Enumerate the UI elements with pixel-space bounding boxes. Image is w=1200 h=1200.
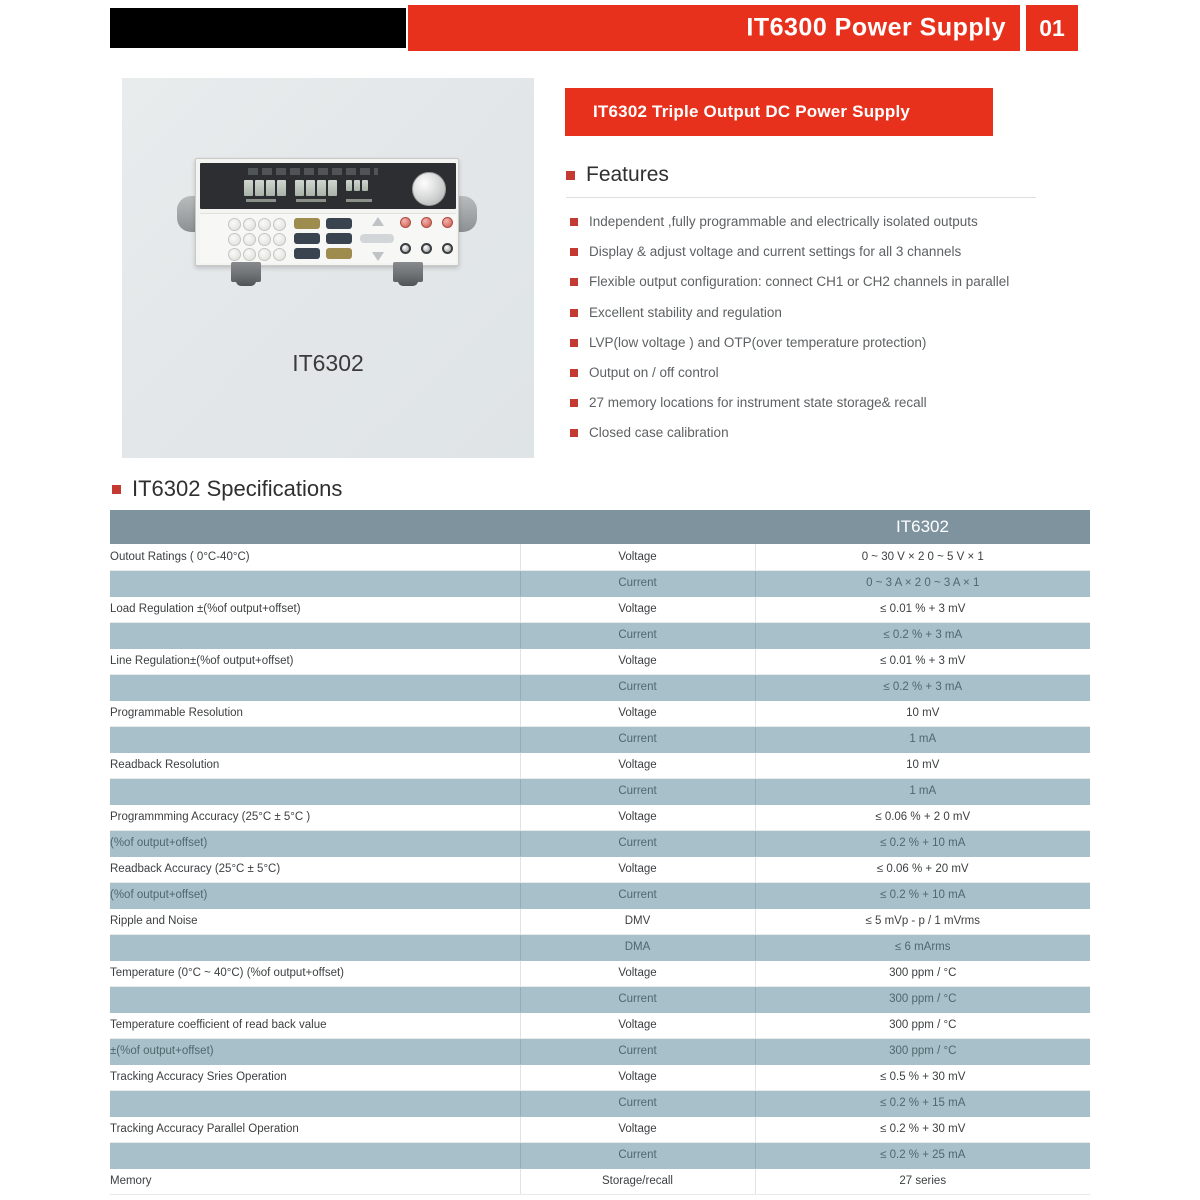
table-row bbox=[110, 1038, 1090, 1064]
cell-value: 300 ppm / °C bbox=[755, 1012, 1090, 1038]
table-row bbox=[110, 856, 1090, 882]
cell-parameter: Readback Accuracy (25°C ± 5°C) bbox=[110, 856, 520, 882]
table-header-cell-param bbox=[110, 510, 520, 544]
feature-text: Closed case calibration bbox=[589, 425, 729, 441]
cell-value: 300 ppm / °C bbox=[755, 1038, 1090, 1064]
list-item bbox=[570, 336, 1090, 354]
cell-parameter: Load Regulation ±(%of output+offset) bbox=[110, 596, 520, 622]
cell-measure-type: Voltage bbox=[520, 700, 755, 726]
cell-measure-type: Current bbox=[520, 1090, 755, 1116]
feature-text: Excellent stability and regulation bbox=[589, 304, 782, 320]
cell-value: ≤ 0.5 % + 30 mV bbox=[755, 1064, 1090, 1090]
terminal-positive[interactable] bbox=[400, 217, 411, 228]
table-row bbox=[110, 648, 1090, 674]
display-digit bbox=[317, 180, 326, 196]
features-heading-label: Features bbox=[586, 163, 669, 186]
bullet-square-icon bbox=[570, 218, 578, 226]
cell-parameter: (%of output+offset) bbox=[110, 830, 520, 856]
cell-measure-type: Current bbox=[520, 986, 755, 1012]
table-header-row bbox=[110, 510, 1090, 544]
cell-value: 10 mV bbox=[755, 700, 1090, 726]
cell-value: 27 series bbox=[755, 1168, 1090, 1194]
display-digit bbox=[266, 180, 275, 196]
table-row bbox=[110, 1064, 1090, 1090]
product-photo-it6302 bbox=[177, 158, 477, 288]
cell-value: ≤ 0.2 % + 25 mA bbox=[755, 1142, 1090, 1168]
cell-value: ≤ 0.2 % + 15 mA bbox=[755, 1090, 1090, 1116]
bullet-square-icon bbox=[570, 369, 578, 377]
function-button[interactable] bbox=[294, 233, 320, 244]
list-item bbox=[570, 215, 1090, 233]
function-button[interactable] bbox=[326, 218, 352, 229]
terminal-negative[interactable] bbox=[421, 243, 432, 254]
table-body bbox=[110, 544, 1090, 1194]
cell-value: 10 mV bbox=[755, 752, 1090, 778]
display-digit bbox=[295, 180, 304, 196]
cell-parameter: Memory bbox=[110, 1168, 520, 1194]
display-digit bbox=[346, 180, 352, 191]
table-row bbox=[110, 1142, 1090, 1168]
cell-parameter bbox=[110, 1090, 520, 1116]
table-row bbox=[110, 778, 1090, 804]
cell-parameter: Programmming Accuracy (25°C ± 5°C ) bbox=[110, 804, 520, 830]
cell-parameter bbox=[110, 1142, 520, 1168]
cell-value: ≤ 0.2 % + 3 mA bbox=[755, 622, 1090, 648]
display-digit bbox=[354, 180, 360, 191]
terminal-positive[interactable] bbox=[421, 217, 432, 228]
device-display bbox=[200, 163, 456, 209]
cell-parameter bbox=[110, 726, 520, 752]
terminal-negative[interactable] bbox=[400, 243, 411, 254]
table-row bbox=[110, 1168, 1090, 1194]
product-model-caption: IT6302 bbox=[292, 350, 364, 376]
cell-measure-type: Current bbox=[520, 674, 755, 700]
bullet-square-icon bbox=[570, 278, 578, 286]
specifications-heading bbox=[112, 476, 342, 502]
cell-parameter: Tracking Accuracy Parallel Operation bbox=[110, 1116, 520, 1142]
specifications-table bbox=[110, 510, 1090, 1195]
table-row bbox=[110, 986, 1090, 1012]
device-foot bbox=[231, 262, 261, 282]
cell-parameter: Temperature coefficient of read back value bbox=[110, 1012, 520, 1038]
table-row bbox=[110, 960, 1090, 986]
header-red-banner bbox=[408, 5, 1020, 51]
table-header bbox=[110, 510, 1090, 544]
display-digit bbox=[244, 180, 253, 196]
bullet-square-icon bbox=[570, 339, 578, 347]
keypad-key[interactable] bbox=[243, 233, 256, 246]
function-button[interactable] bbox=[294, 218, 320, 229]
product-image-panel bbox=[122, 78, 534, 458]
cell-parameter: Tracking Accuracy Sries Operation bbox=[110, 1064, 520, 1090]
table-row bbox=[110, 934, 1090, 960]
features-list bbox=[570, 215, 1090, 457]
table-row bbox=[110, 700, 1090, 726]
terminal-positive[interactable] bbox=[442, 217, 453, 228]
table-row bbox=[110, 752, 1090, 778]
function-button[interactable] bbox=[326, 233, 352, 244]
arrow-keypad[interactable] bbox=[356, 217, 396, 261]
cell-parameter: Readback Resolution bbox=[110, 752, 520, 778]
cell-measure-type: Voltage bbox=[520, 1116, 755, 1142]
rotary-knob[interactable] bbox=[412, 172, 446, 206]
table-row bbox=[110, 908, 1090, 934]
cell-measure-type: Current bbox=[520, 882, 755, 908]
specifications-heading-label: IT6302 Specifications bbox=[132, 476, 343, 501]
display-digit bbox=[255, 180, 264, 196]
cell-value: 1 mA bbox=[755, 778, 1090, 804]
list-item bbox=[570, 306, 1090, 324]
cell-value: ≤ 0.01 % + 3 mV bbox=[755, 596, 1090, 622]
device-chassis bbox=[195, 158, 459, 266]
cell-parameter: ±(%of output+offset) bbox=[110, 1038, 520, 1064]
feature-text: Flexible output configuration: connect CH1 or CH2 channels in parallel bbox=[589, 274, 1010, 290]
cell-parameter: Outout Ratings ( 0°C-40°C) bbox=[110, 544, 520, 570]
cell-parameter bbox=[110, 570, 520, 596]
cell-measure-type: Voltage bbox=[520, 1064, 755, 1090]
cell-measure-type: Voltage bbox=[520, 856, 755, 882]
keypad-key[interactable] bbox=[243, 248, 256, 261]
function-button[interactable] bbox=[326, 248, 352, 259]
product-title-banner bbox=[565, 88, 993, 136]
cell-parameter: Ripple and Noise bbox=[110, 908, 520, 934]
cell-measure-type: Current bbox=[520, 1038, 755, 1064]
cell-measure-type: Current bbox=[520, 570, 755, 596]
arrow-left-right-bar[interactable] bbox=[360, 234, 394, 243]
display-digit bbox=[277, 180, 286, 196]
keypad-key[interactable] bbox=[228, 233, 241, 246]
list-item bbox=[570, 366, 1090, 384]
table-row bbox=[110, 1012, 1090, 1038]
display-digit bbox=[328, 180, 337, 196]
table-header-cell-model: IT6302 bbox=[896, 517, 949, 536]
cell-measure-type: Voltage bbox=[520, 804, 755, 830]
list-item bbox=[570, 396, 1090, 414]
page-number-badge: 01 bbox=[1026, 5, 1078, 51]
table-row bbox=[110, 726, 1090, 752]
table-row bbox=[110, 804, 1090, 830]
cell-measure-type: Current bbox=[520, 726, 755, 752]
cell-value: 0 ~ 3 A × 2 0 ~ 3 A × 1 bbox=[755, 570, 1090, 596]
cell-parameter: Line Regulation±(%of output+offset) bbox=[110, 648, 520, 674]
features-divider bbox=[566, 197, 1036, 198]
keypad-key[interactable] bbox=[273, 218, 286, 231]
table-row bbox=[110, 622, 1090, 648]
cell-value: 1 mA bbox=[755, 726, 1090, 752]
cell-measure-type: Current bbox=[520, 830, 755, 856]
keypad-key[interactable] bbox=[273, 248, 286, 261]
terminal-negative[interactable] bbox=[442, 243, 453, 254]
display-digit bbox=[362, 180, 368, 191]
feature-text: 27 memory locations for instrument state storage& recall bbox=[589, 395, 927, 411]
function-button[interactable] bbox=[294, 248, 320, 259]
table-row bbox=[110, 1090, 1090, 1116]
table-row bbox=[110, 570, 1090, 596]
cell-value: ≤ 6 mArms bbox=[755, 934, 1090, 960]
cell-value: 300 ppm / °C bbox=[755, 986, 1090, 1012]
display-underline bbox=[346, 199, 372, 202]
cell-parameter bbox=[110, 674, 520, 700]
cell-value: ≤ 0.01 % + 3 mV bbox=[755, 648, 1090, 674]
cell-measure-type: Storage/recall bbox=[520, 1168, 755, 1194]
features-heading bbox=[566, 163, 669, 187]
cell-measure-type: Current bbox=[520, 778, 755, 804]
display-label-row bbox=[248, 168, 378, 175]
cell-value: 0 ~ 30 V × 2 0 ~ 5 V × 1 bbox=[755, 544, 1090, 570]
page-header bbox=[0, 0, 1200, 56]
table-row bbox=[110, 596, 1090, 622]
function-button-grid[interactable] bbox=[294, 218, 352, 259]
table-row bbox=[110, 1116, 1090, 1142]
device-control-panel bbox=[200, 213, 456, 263]
bullet-square-icon bbox=[112, 485, 121, 494]
numeric-keypad[interactable] bbox=[228, 218, 286, 261]
cell-value: ≤ 0.2 % + 30 mV bbox=[755, 1116, 1090, 1142]
bullet-square-icon bbox=[570, 429, 578, 437]
cell-value: ≤ 0.06 % + 20 mV bbox=[755, 856, 1090, 882]
keypad-key[interactable] bbox=[258, 233, 271, 246]
feature-text: Output on / off control bbox=[589, 364, 719, 380]
list-item bbox=[570, 275, 1090, 293]
cell-parameter: Temperature (0°C ~ 40°C) (%of output+offset) bbox=[110, 960, 520, 986]
cell-measure-type: DMA bbox=[520, 934, 755, 960]
cell-measure-type: Current bbox=[520, 622, 755, 648]
cell-value: ≤ 5 mVp - p / 1 mVrms bbox=[755, 908, 1090, 934]
cell-parameter bbox=[110, 934, 520, 960]
display-digits bbox=[244, 180, 368, 196]
device-foot bbox=[393, 262, 423, 282]
table-row bbox=[110, 544, 1090, 570]
cell-measure-type: Voltage bbox=[520, 648, 755, 674]
bullet-square-icon bbox=[570, 248, 578, 256]
cell-measure-type: DMV bbox=[520, 908, 755, 934]
table-header-cell-kind bbox=[520, 510, 755, 544]
header-title: IT6300 Power Supply bbox=[746, 13, 1006, 42]
cell-measure-type: Voltage bbox=[520, 1012, 755, 1038]
keypad-key[interactable] bbox=[243, 218, 256, 231]
cell-parameter bbox=[110, 778, 520, 804]
display-underline bbox=[296, 199, 326, 202]
product-title-text: IT6302 Triple Output DC Power Supply bbox=[593, 102, 911, 121]
header-black-block bbox=[110, 8, 406, 48]
list-item bbox=[570, 426, 1090, 444]
bullet-square-icon bbox=[570, 309, 578, 317]
display-underline bbox=[246, 199, 276, 202]
cell-measure-type: Voltage bbox=[520, 596, 755, 622]
arrow-up-icon[interactable] bbox=[372, 217, 384, 226]
feature-text: LVP(low voltage ) and OTP(over temperature protection) bbox=[589, 334, 927, 350]
display-digit-group-ch2 bbox=[295, 180, 337, 196]
bullet-square-icon bbox=[570, 399, 578, 407]
display-digit-group-ch3 bbox=[346, 180, 368, 196]
cell-parameter: Programmable Resolution bbox=[110, 700, 520, 726]
list-item bbox=[570, 245, 1090, 263]
cell-value: ≤ 0.06 % + 2 0 mV bbox=[755, 804, 1090, 830]
table-row bbox=[110, 830, 1090, 856]
cell-measure-type: Current bbox=[520, 1142, 755, 1168]
arrow-down-icon[interactable] bbox=[372, 252, 384, 261]
output-terminals bbox=[400, 217, 454, 262]
keypad-key[interactable] bbox=[228, 218, 241, 231]
cell-value: ≤ 0.2 % + 10 mA bbox=[755, 830, 1090, 856]
keypad-key[interactable] bbox=[258, 248, 271, 261]
cell-parameter bbox=[110, 986, 520, 1012]
cell-measure-type: Voltage bbox=[520, 752, 755, 778]
keypad-key[interactable] bbox=[258, 218, 271, 231]
cell-value: ≤ 0.2 % + 10 mA bbox=[755, 882, 1090, 908]
table-row bbox=[110, 882, 1090, 908]
cell-parameter bbox=[110, 622, 520, 648]
bullet-square-icon bbox=[566, 171, 575, 180]
keypad-key[interactable] bbox=[228, 248, 241, 261]
cell-value: ≤ 0.2 % + 3 mA bbox=[755, 674, 1090, 700]
cell-value: 300 ppm / °C bbox=[755, 960, 1090, 986]
cell-measure-type: Voltage bbox=[520, 960, 755, 986]
cell-parameter: (%of output+offset) bbox=[110, 882, 520, 908]
display-digit bbox=[306, 180, 315, 196]
cell-measure-type: Voltage bbox=[520, 544, 755, 570]
feature-text: Display & adjust voltage and current settings for all 3 channels bbox=[589, 244, 962, 260]
keypad-key[interactable] bbox=[273, 233, 286, 246]
feature-text: Independent ,fully programmable and electrically isolated outputs bbox=[589, 214, 978, 229]
table-row bbox=[110, 674, 1090, 700]
display-digit-group-ch1 bbox=[244, 180, 286, 196]
